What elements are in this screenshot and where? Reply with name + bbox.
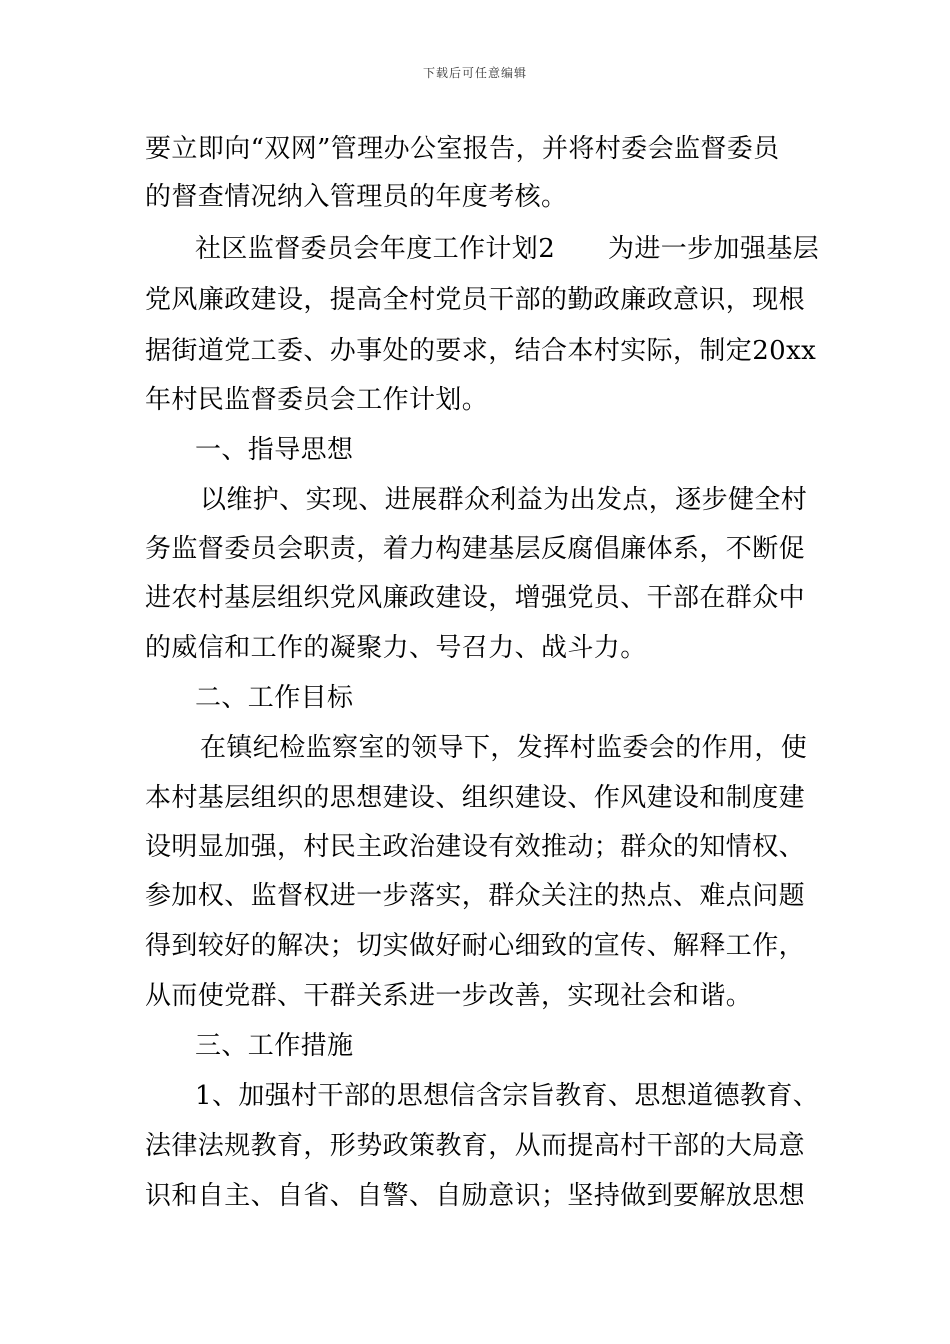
body-line: 得到较好的解决；切实做好耐心细致的宣传、解释工作， — [145, 931, 806, 961]
section-heading: 三、工作措施 — [195, 1031, 354, 1061]
body-line: 务监督委员会职责，着力构建基层反腐倡廉体系，不断促 — [145, 534, 806, 564]
body-line: 从而使党群、干群关系进一步改善，实现社会和谐。 — [145, 981, 753, 1011]
body-line: 1、加强村干部的思想信含宗旨教育、思想道德教育、 — [195, 1081, 820, 1111]
section-title-line: 社区监督委员会年度工作计划2 为进一步加强基层 — [195, 234, 820, 264]
body-line: 的威信和工作的凝聚力、号召力、战斗力。 — [145, 633, 647, 663]
body-line: 的督查情况纳入管理员的年度考核。 — [145, 182, 568, 212]
body-line: 据街道党工委、办事处的要求，结合本村实际，制定20xx — [145, 336, 817, 366]
body-line: 要立即向“双网”管理办公室报告，并将村委会监督委员 — [145, 134, 780, 164]
body-line: 本村基层组织的思想建设、组织建设、作风建设和制度建 — [145, 783, 806, 813]
body-line: 党风廉政建设，提高全村党员干部的勤政廉政意识，现根 — [145, 285, 806, 315]
body-line: 参加权、监督权进一步落实，群众关注的热点、难点问题 — [145, 881, 806, 911]
body-line: 以维护、实现、进展群众利益为出发点，逐步健全村 — [200, 485, 808, 515]
section-heading: 二、工作目标 — [195, 683, 354, 713]
body-line: 在镇纪检监察室的领导下，发挥村监委会的作用，使 — [200, 733, 808, 763]
body-line: 进农村基层组织党风廉政建设，增强党员、干部在群众中 — [145, 583, 806, 613]
header-note: 下载后可任意编辑 — [422, 66, 527, 80]
body-line: 法律法规教育，形势政策教育，从而提高村干部的大局意 — [145, 1131, 806, 1161]
body-line: 年村民监督委员会工作计划。 — [145, 385, 489, 415]
section-heading: 一、指导思想 — [195, 435, 354, 465]
body-line: 识和自主、自省、自警、自励意识；坚持做到要解放思想 — [145, 1181, 806, 1211]
body-line: 设明显加强，村民主政治建设有效推动；群众的知情权、 — [145, 832, 806, 862]
